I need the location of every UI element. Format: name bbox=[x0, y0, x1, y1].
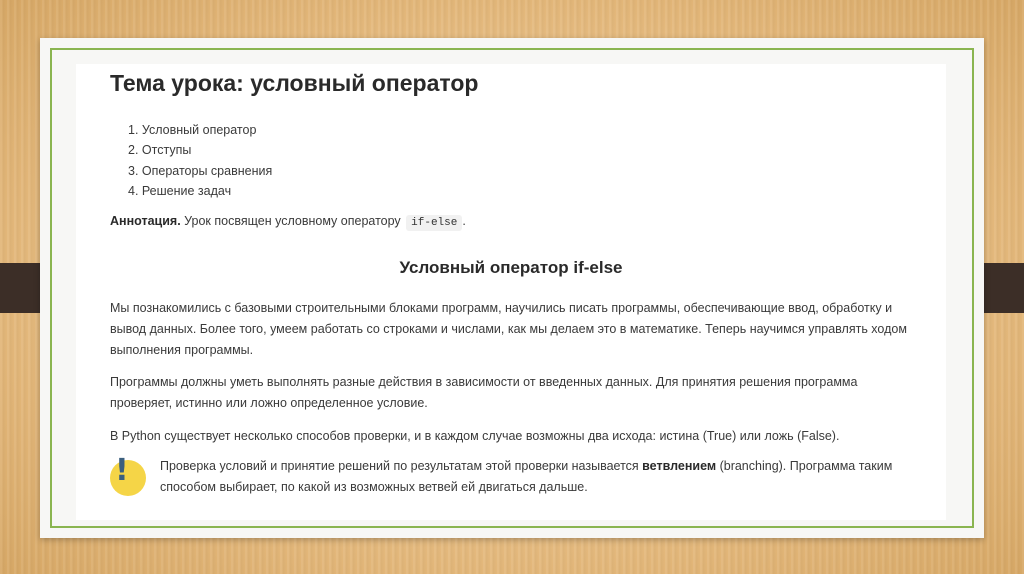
toc-item: 4. Решение задач bbox=[128, 183, 232, 198]
annotation-end: . bbox=[462, 214, 466, 228]
slide-content bbox=[76, 64, 946, 520]
toc-item: 3. Операторы сравнения bbox=[128, 163, 273, 178]
annotation-code: if-else bbox=[406, 215, 462, 231]
exclamation-icon bbox=[110, 453, 146, 496]
toc-item: 2. Отступы bbox=[128, 143, 192, 158]
note-text-after: (branching). Программа таким способом выбирает, по какой из возможных ветвей ей двигаться дальше. bbox=[160, 459, 893, 494]
section-heading: Условный оператор if-else bbox=[399, 258, 623, 277]
lesson-toc bbox=[128, 120, 272, 201]
exclamation-glyph: ! bbox=[115, 453, 129, 488]
paragraph-python: В Python существует несколько способов проверки, и в каждом случае возможны два исхода: истина (True) или ложь (False). bbox=[110, 429, 840, 443]
annotation-label: Аннотация. bbox=[110, 214, 181, 228]
note-text bbox=[160, 456, 912, 498]
annotation-text: Урок посвящен условному оператору bbox=[180, 214, 405, 228]
note-callout bbox=[110, 453, 912, 502]
slide-frame bbox=[40, 38, 984, 538]
toc-item: 1. Условный оператор bbox=[128, 123, 257, 137]
note-text-before: Проверка условий и принятие решений по результатам этой проверки называется bbox=[160, 459, 643, 473]
lesson-title: Тема урока: условный оператор bbox=[110, 70, 479, 96]
note-text-bold: ветвлением bbox=[642, 459, 717, 473]
paragraph-intro: Мы познакомились с базовыми строительными блоками программ, научились писать программы, обеспечивающие ввод, обработку и вывод данных. Более того, умеем работать со строками и числами, как мы делаем это в математике. Теперь научимся управлять ходом выполнения программы. bbox=[110, 301, 907, 357]
paragraph-decisions: Программы должны уметь выполнять разные действия в зависимости от введенных данных. Для принятия решения программа проверяет, истинно или ложно определенное условие. bbox=[110, 375, 858, 410]
lesson-annotation bbox=[110, 214, 466, 229]
